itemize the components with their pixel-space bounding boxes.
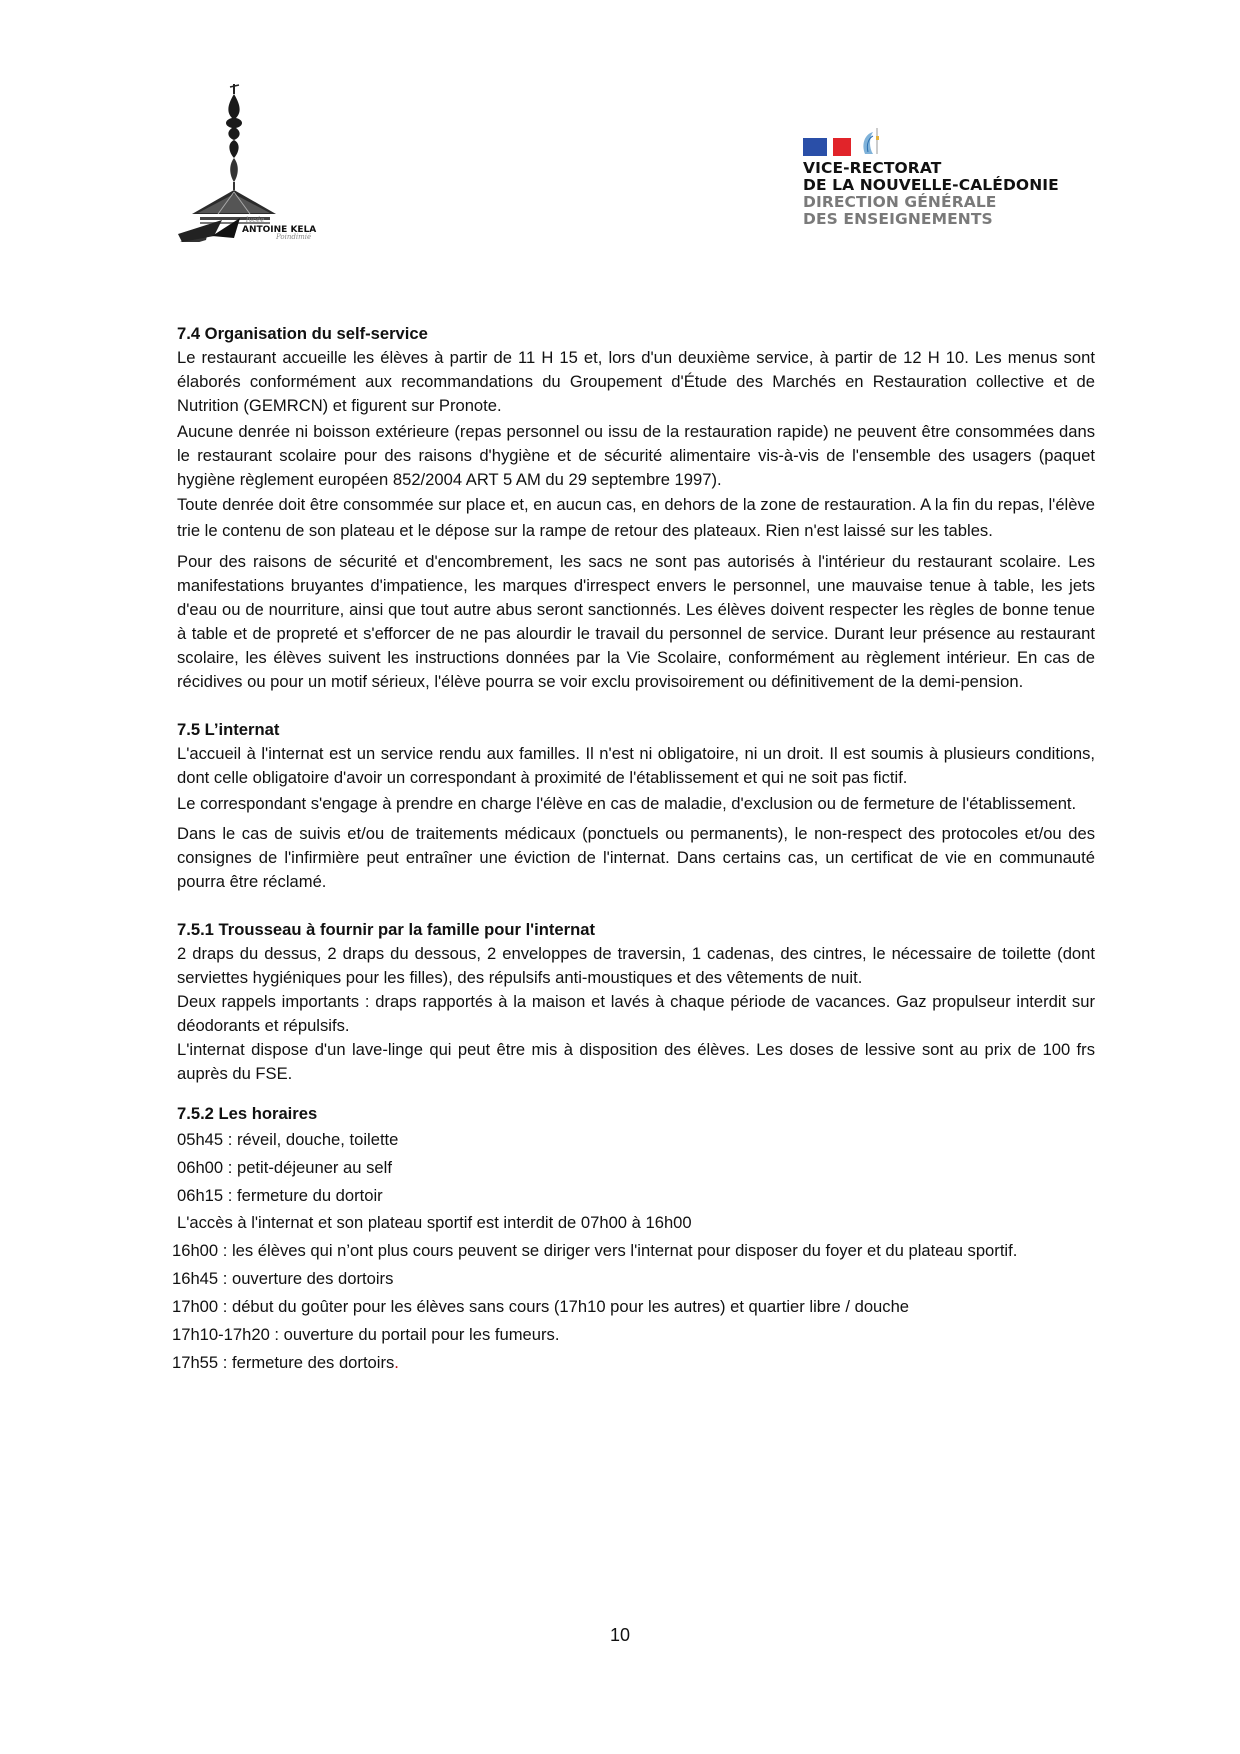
schedule-item: 17h10-17h20 : ouverture du portail pour les fumeurs. <box>172 1324 560 1344</box>
paragraph: Pour des raisons de sécurité et d'encombrement, les sacs ne sont pas autorisés à l'intérieur du restaurant scolaire. Les manifestations bruyantes d'impatience, les marques d'irrespect envers le personnel, une mauvaise tenue à table, les jets d'eau ou de nourriture, ainsi que tout autre abus seront sanctionnés. Les élèves doivent respecter les règles de bonne tenue à table et de propreté et s'efforcer de ne pas alourdir le travail du personnel de service. Durant leur présence au restaurant scolaire, les élèves suivent les instructions données par la Vie Scolaire, conformément au règlement intérieur. En cas de récidives ou pour un motif sérieux, l'élève pourra se voir exclu provisoirement ou définitivement de la demi-pension. <box>177 552 1095 691</box>
marianne-flag-icon <box>803 138 851 156</box>
logo-line-1: VICE-RECTORAT <box>803 159 942 177</box>
schedule-item: L'accès à l'internat et son plateau sportif est interdit de 07h00 à 16h00 <box>177 1213 692 1233</box>
schedule-item: 05h45 : réveil, douche, toilette <box>177 1130 399 1149</box>
logo-line-3: DIRECTION GÉNÉRALE <box>803 193 997 211</box>
svg-text:lycée: lycée <box>246 216 265 224</box>
section-7-5 <box>177 718 1095 894</box>
trailing-period: . <box>394 1352 399 1372</box>
paragraph: Aucune denrée ni boisson extérieure (repas personnel ou issu de la restauration rapide) ne peuvent être consommées dans le restaurant scolaire pour des raisons d'hygiène et de sécurité alimentaire vis-à-vis de l'ensemble des usagers (paquet hygiène règlement européen 852/2004 ART 5 AM du 29 septembre 1997). <box>177 422 1095 489</box>
school-logo <box>178 82 378 242</box>
schedule-item: 06h00 : petit-déjeuner au self <box>177 1157 392 1177</box>
schedule-item: 17h00 : début du goûter pour les élèves sans cours (17h10 pour les autres) et quartier libre / douche <box>172 1296 910 1316</box>
page-number: 10 <box>609 1625 631 1645</box>
schedule-item <box>172 1349 1095 1377</box>
paragraph: Toute denrée doit être consommée sur place et, en aucun cas, en dehors de la zone de restauration. A la fin du repas, l'élève trie le contenu de son plateau et le dépose sur la rampe de retour des plateaux. Rien n'est laissé sur les tables. <box>177 495 1095 540</box>
vice-rectorat-logo <box>803 122 1083 232</box>
paragraph: L'internat dispose d'un lave-linge qui peut être mis à disposition des élèves. Les doses de lessive sont au prix de 100 frs auprès du FSE. <box>177 1040 1095 1083</box>
paragraph: 2 draps du dessus, 2 draps du dessous, 2 enveloppes de traversin, 1 cadenas, des cintres, le nécessaire de toilette (dont serviettes hygiéniques pour les filles), des répulsifs anti-moustiques et des vêtements de nuit. <box>177 944 1095 987</box>
section-heading: 7.5 L’internat <box>177 720 280 739</box>
svg-text:Poindimié: Poindimié <box>276 233 312 241</box>
section-7-4 <box>177 322 1095 694</box>
logo-line-2: DE LA NOUVELLE-CALÉDONIE <box>803 176 1059 194</box>
schedule-item: 16h45 : ouverture des dortoirs <box>172 1269 394 1289</box>
document-body <box>172 322 1095 1376</box>
logo-line-4: DES ENSEIGNEMENTS <box>803 210 993 228</box>
paragraph: L'accueil à l'internat est un service rendu aux familles. Il n'est ni obligatoire, ni un droit. Il est soumis à plusieurs conditions, dont celle obligatoire d'avoir un correspondant à proximité de l'établissement et qui ne soit pas fictif. <box>177 744 1095 787</box>
schedule-item: 16h00 : les élèves qui n’ont plus cours peuvent se diriger vers l'internat pour disposer du foyer et du plateau sportif. <box>172 1241 1018 1261</box>
section-7-5-2 <box>172 1102 1095 1376</box>
paragraph: Dans le cas de suivis et/ou de traitements médicaux (ponctuels ou permanents), le non-respect des protocoles et/ou des consignes de l'infirmière peut entraîner une éviction de l'internat. Dans certains cas, un certificat de vie en communauté pourra être réclamé. <box>177 824 1095 891</box>
svg-text:ANTOINE KELA: ANTOINE KELA <box>242 225 317 235</box>
schedule-item-text: 17h55 : fermeture des dortoirs <box>172 1352 395 1372</box>
section-heading: 7.5.2 Les horaires <box>177 1104 318 1123</box>
school-emblem-icon <box>178 82 378 242</box>
logo-emblems <box>803 122 1083 156</box>
paragraph: Deux rappels importants : draps rapportés à la maison et lavés à chaque période de vacances. Gaz propulseur interdit sur déodorants et répulsifs. <box>177 992 1095 1035</box>
paragraph: Le restaurant accueille les élèves à partir de 11 H 15 et, lors d'un deuxième service, à partir de 12 H 10. Les menus sont élaborés conformément aux recommandations du Groupement d'Étude des Marchés en Restauration collective et de Nutrition (GEMRCN) et figurent sur Pronote. <box>177 348 1095 415</box>
section-7-5-1 <box>177 918 1095 1086</box>
nouvelle-caledonie-emblem-icon <box>861 126 883 156</box>
paragraph: Le correspondant s'engage à prendre en charge l'élève en cas de maladie, d'exclusion ou de fermeture de l'établissement. <box>177 794 1077 813</box>
section-heading: 7.4 Organisation du self-service <box>177 324 428 343</box>
schedule-item: 06h15 : fermeture du dortoir <box>177 1185 383 1205</box>
section-heading: 7.5.1 Trousseau à fournir par la famille pour l'internat <box>177 920 595 939</box>
